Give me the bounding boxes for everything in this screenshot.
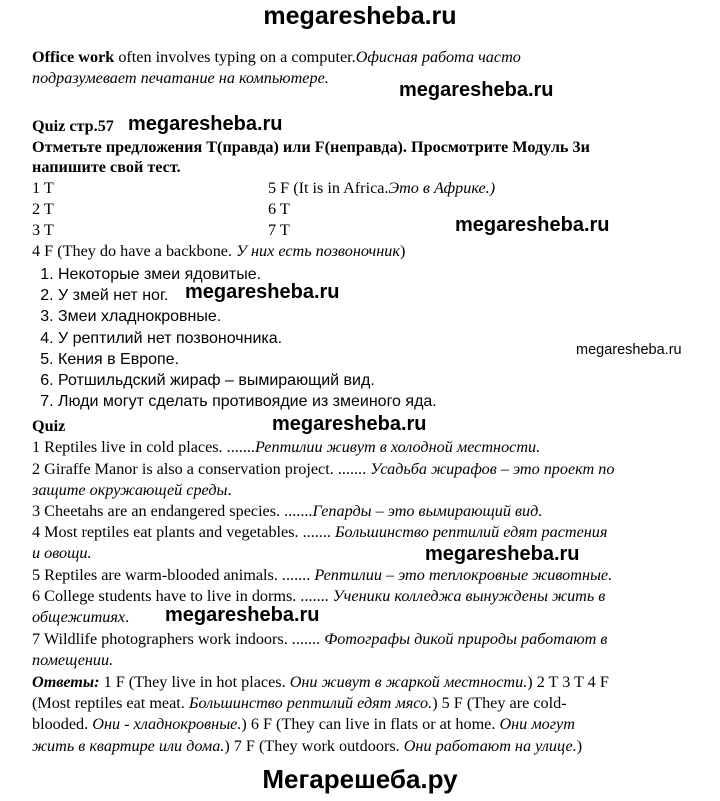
quiz57-answer-1: 1 T (32, 179, 54, 197)
office-work-russian: Офисная работа часто (355, 48, 521, 66)
quiz-question-5: 5 Reptiles are warm-blooded animals. ....... Рептилии – это теплокровные животные. (32, 566, 613, 584)
list-item: 1. Некоторые змеи ядовитые. (58, 264, 437, 285)
answers-line-4: жить в квартире или дома.) 7 F (They work outdoors. Они работают на улице.) (32, 737, 583, 755)
watermark-top: megaresheba.ru (263, 2, 457, 30)
quiz-question-2-cont: защите окружающей среды. (32, 481, 232, 499)
watermark-2: megaresheba.ru (128, 113, 283, 135)
quiz57-heading: Quiz стр.57 (32, 117, 114, 135)
quiz-question-7: 7 Wildlife photographers work indoors. ....... Фотографы дикой природы работают в (32, 630, 608, 648)
office-work-english: often involves typing on a computer. (114, 48, 356, 66)
quiz57-instruction-1: Отметьте предложения Т(правда) или F(неправда). Просмотрите Модуль 3и (32, 138, 590, 156)
list-item: 5. Кения в Европе. (58, 349, 437, 370)
watermark-7: megaresheba.ru (165, 604, 320, 626)
answers-line-3: blooded. Они - хладнокровные.) 6 F (They can live in flats or at home. Они могут (32, 715, 575, 733)
list-item: 2. У змей нет ног. (58, 285, 437, 306)
watermark-3: megaresheba.ru (455, 214, 610, 236)
quiz-question-1: 1 Reptiles live in cold places. .......Рептилии живут в холодной местности. (32, 438, 541, 456)
quiz57-answer-7: 7 T (268, 221, 290, 239)
watermark-small: megaresheba.ru (576, 342, 682, 358)
answers-label: Ответы: (32, 673, 100, 691)
answers-line-2: (Most reptiles eat meat. Большинство рептилий едят мясо.) 5 F (They are cold- (32, 694, 567, 712)
list-item: 6. Ротшильдский жираф – вымирающий вид. (58, 370, 437, 391)
quiz-question-4: 4 Most reptiles eat plants and vegetables. ....... Большинство рептилий едят растения (32, 523, 608, 541)
quiz57-answer-4: 4 F (They do have a backbone. У них есть позвоночник) (32, 242, 406, 260)
quiz57-answer-2: 2 T (32, 200, 54, 218)
list-item: 7. Люди могут сделать противоядие из змеиного яда. (58, 391, 437, 412)
office-work-line-2: подразумевает печатание на компьютере. (32, 69, 329, 87)
watermark-6: megaresheba.ru (425, 543, 580, 565)
quiz57-instruction-2: напишите свой тест. (32, 158, 181, 176)
quiz-question-6-cont: общежитиях. (32, 608, 130, 626)
watermark-1: megaresheba.ru (399, 79, 554, 101)
list-item: 4. У рептилий нет позвоночника. (58, 328, 437, 349)
quiz57-answer-6: 6 T (268, 200, 290, 218)
quiz-heading: Quiz (32, 417, 66, 435)
list-item: 3. Змеи хладнокровные. (58, 306, 437, 327)
quiz57-answer-5: 5 F (It is in Africa.Это в Африке.) (268, 179, 496, 197)
watermark-bottom: Мегарешеба.ру (262, 764, 458, 794)
quiz-question-3: 3 Cheetahs are an endangered species. .......Гепарды – это вымирающий вид. (32, 502, 543, 520)
answers-line-1: Ответы: 1 F (They live in hot places. Они живут в жаркой местности.) 2 T 3 T 4 F (32, 673, 609, 691)
office-work-term: Office work (32, 48, 115, 66)
quiz-question-6: 6 College students have to live in dorms. ....... Ученики колледжа вынуждены жить в (32, 587, 606, 605)
watermark-4: megaresheba.ru (185, 281, 340, 303)
quiz-question-4-cont: и овощи. (32, 544, 92, 562)
quiz-question-2: 2 Giraffe Manor is also a conservation project. ....... Усадьба жирафов – это проект по (32, 460, 615, 478)
quiz-question-7-cont: помещении. (32, 651, 114, 669)
watermark-5: megaresheba.ru (272, 413, 427, 435)
office-work-line-1 (32, 47, 521, 67)
quiz57-answer-3: 3 T (32, 221, 54, 239)
